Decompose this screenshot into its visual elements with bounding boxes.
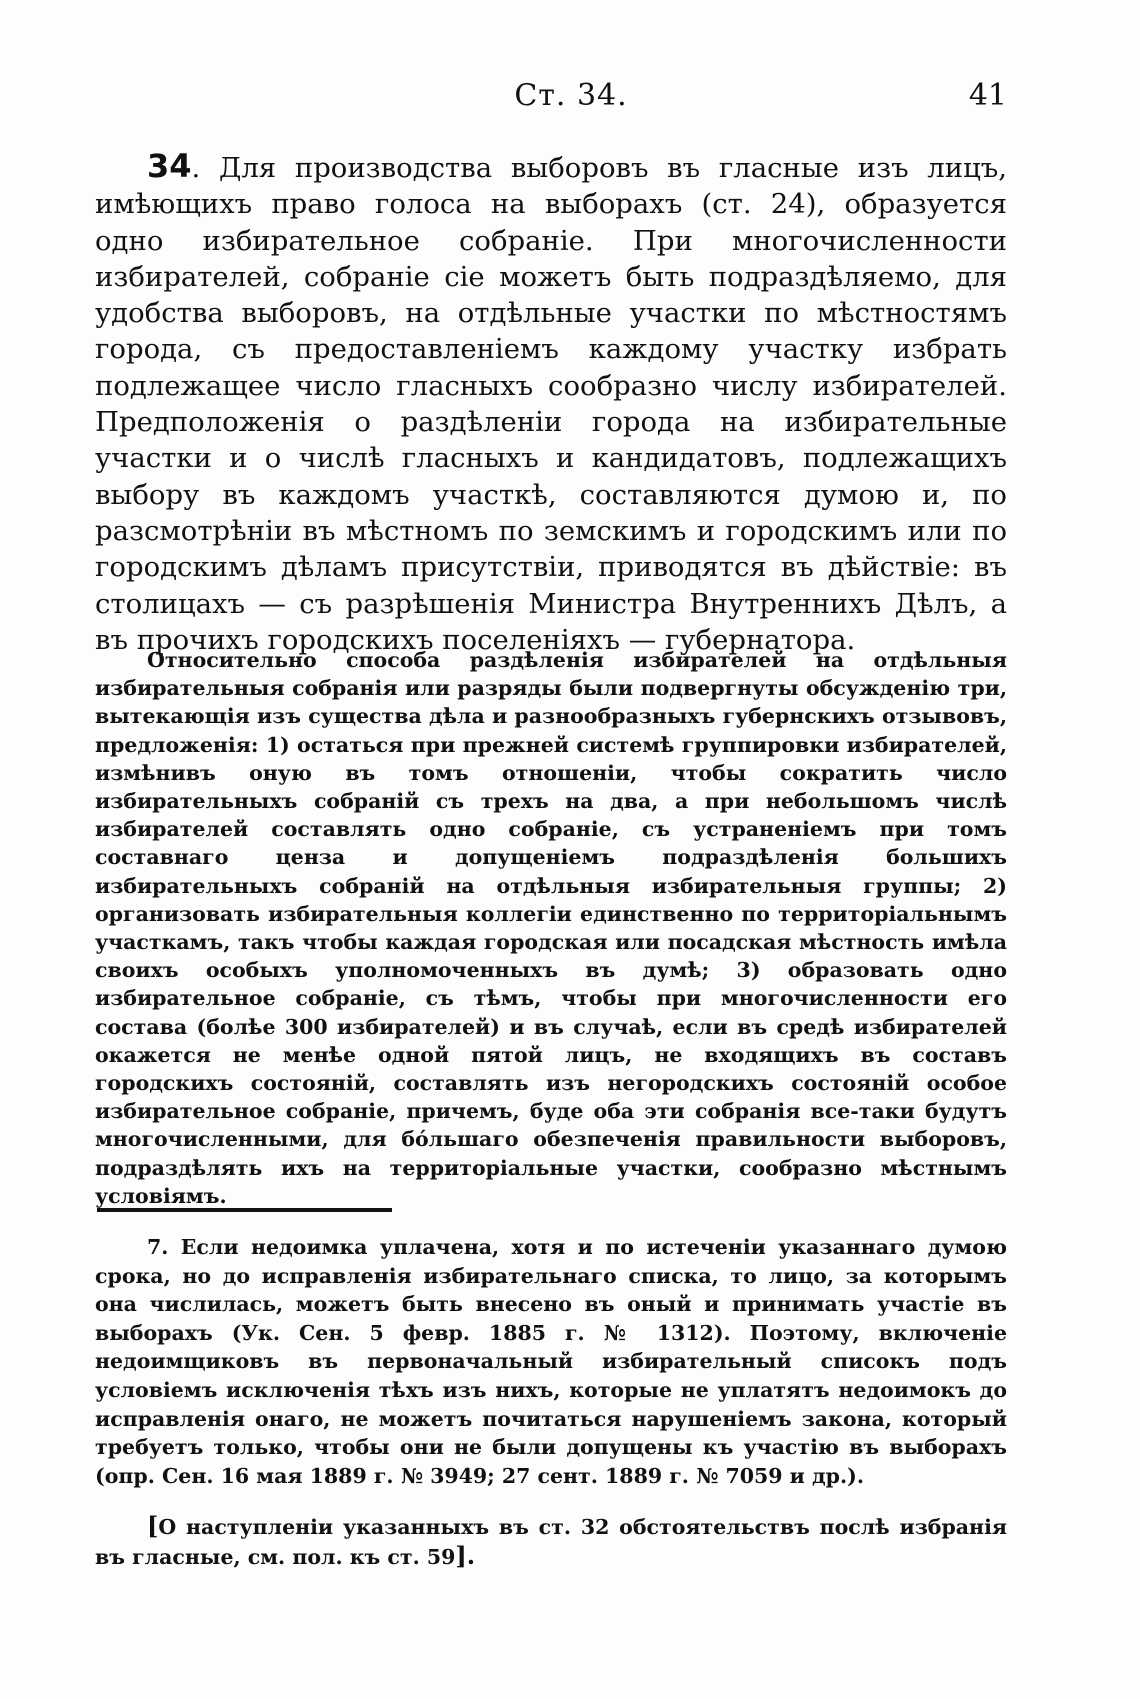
- cross-reference-note: [95, 1512, 1007, 1571]
- article-34-text: [95, 148, 1007, 658]
- commentary-paragraph: Относительно способа раздѣленія избирателей на отдѣльныя избирательныя собранія или разряды были подвергнуты обсужденію три, вытекающія изъ существа дѣла и разнообразныхъ губернскихъ отзывовъ, предложенія: 1) остаться при прежней системѣ группировки избирателей, измѣнивъ оную въ томъ отношеніи, чтобы сократить число избирательныхъ собраній съ трехъ на два, а при небольшомъ числѣ избирателей составлять одно собраніе, съ устраненіемъ при томъ составнаго ценза и допущеніемъ подраздѣленія большихъ избирательныхъ собраній на отдѣльныя избирательныя группы; 2) организовать избирательныя коллегіи единственно по территоріальнымъ участкамъ, такъ чтобы каждая городская или посадская мѣстность имѣла своихъ особыхъ уполномоченныхъ въ думѣ; 3) образовать одно избирательное собраніе, съ тѣмъ, чтобы при многочисленности его состава (болѣе 300 избирателей) и въ случаѣ, если въ средѣ избирателей окажется не менѣе одной пятой лицъ, не входящихъ въ составъ городскихъ состояній, составлять изъ негородскихъ состояній особое избирательное собраніе, причемъ, буде оба эти собранія все-таки будутъ многочисленными, для бо́льшаго обезпеченія правильности выборовъ, подраздѣлять ихъ на территоріальные участки, сообразно мѣстнымъ условіямъ.: [95, 648, 1007, 1208]
- open-bracket: [: [147, 1511, 159, 1540]
- footnote-divider: [97, 1208, 392, 1212]
- running-head-article: Ст. 34.: [514, 78, 628, 113]
- article-number: 34: [147, 147, 192, 185]
- page-number: 41: [968, 78, 1007, 113]
- footnote-7: 7. Если недоимка уплачена, хотя и по истеченіи указаннаго думою срока, но до исправленія избирательнаго списка, то лицо, за которымъ она числилась, можетъ быть внесено въ оный и принимать участіе въ выборахъ (Ук. Сен. 5 февр. 1885 г. № 1312). Поэтому, включеніе недоимщиковъ въ первоначальный избирательный списокъ подъ условіемъ исключенія тѣхъ изъ нихъ, которые не уплатятъ недоимокъ до исправленія онаго, не можетъ почитаться нарушеніемъ закона, который требуетъ только, чтобы они не были допущены къ участію въ выборахъ (опр. Сен. 16 мая 1889 г. № 3949; 27 сент. 1889 г. № 7059 и др.).: [95, 1235, 1007, 1488]
- page-header: [95, 78, 1007, 118]
- close-bracket: ].: [455, 1540, 476, 1570]
- article-body: . Для производства выборовъ въ гласные изъ лицъ, имѣющихъ право голоса на выборахъ (ст. 24), образуется одно избирательное собраніе. При многочисленности избирателей, собраніе сіе можетъ быть подраздѣляемо, для удобства выборовъ, на отдѣльные участки по мѣстностямъ города, съ предоставленіемъ каждому участку избрать подлежащее число гласныхъ сообразно числу избирателей. Предположенія о раздѣленіи города на избирательные участки и о числѣ гласныхъ и кандидатовъ, подлежащихъ выбору въ каждомъ участкѣ, составляются думою и, по разсмотрѣніи въ мѣстномъ по земскимъ и городскимъ или по городскимъ дѣламъ присутствіи, приводятся въ дѣйствіе: въ столицахъ — съ разрѣшенія Министра Внутреннихъ Дѣлъ, а въ прочихъ городскихъ поселеніяхъ — губернатора.: [95, 152, 1007, 656]
- cross-reference-text: О наступленіи указанныхъ въ ст. 32 обстоятельствъ послѣ избранія въ гласные, см. пол. къ ст. 59: [95, 1515, 1007, 1569]
